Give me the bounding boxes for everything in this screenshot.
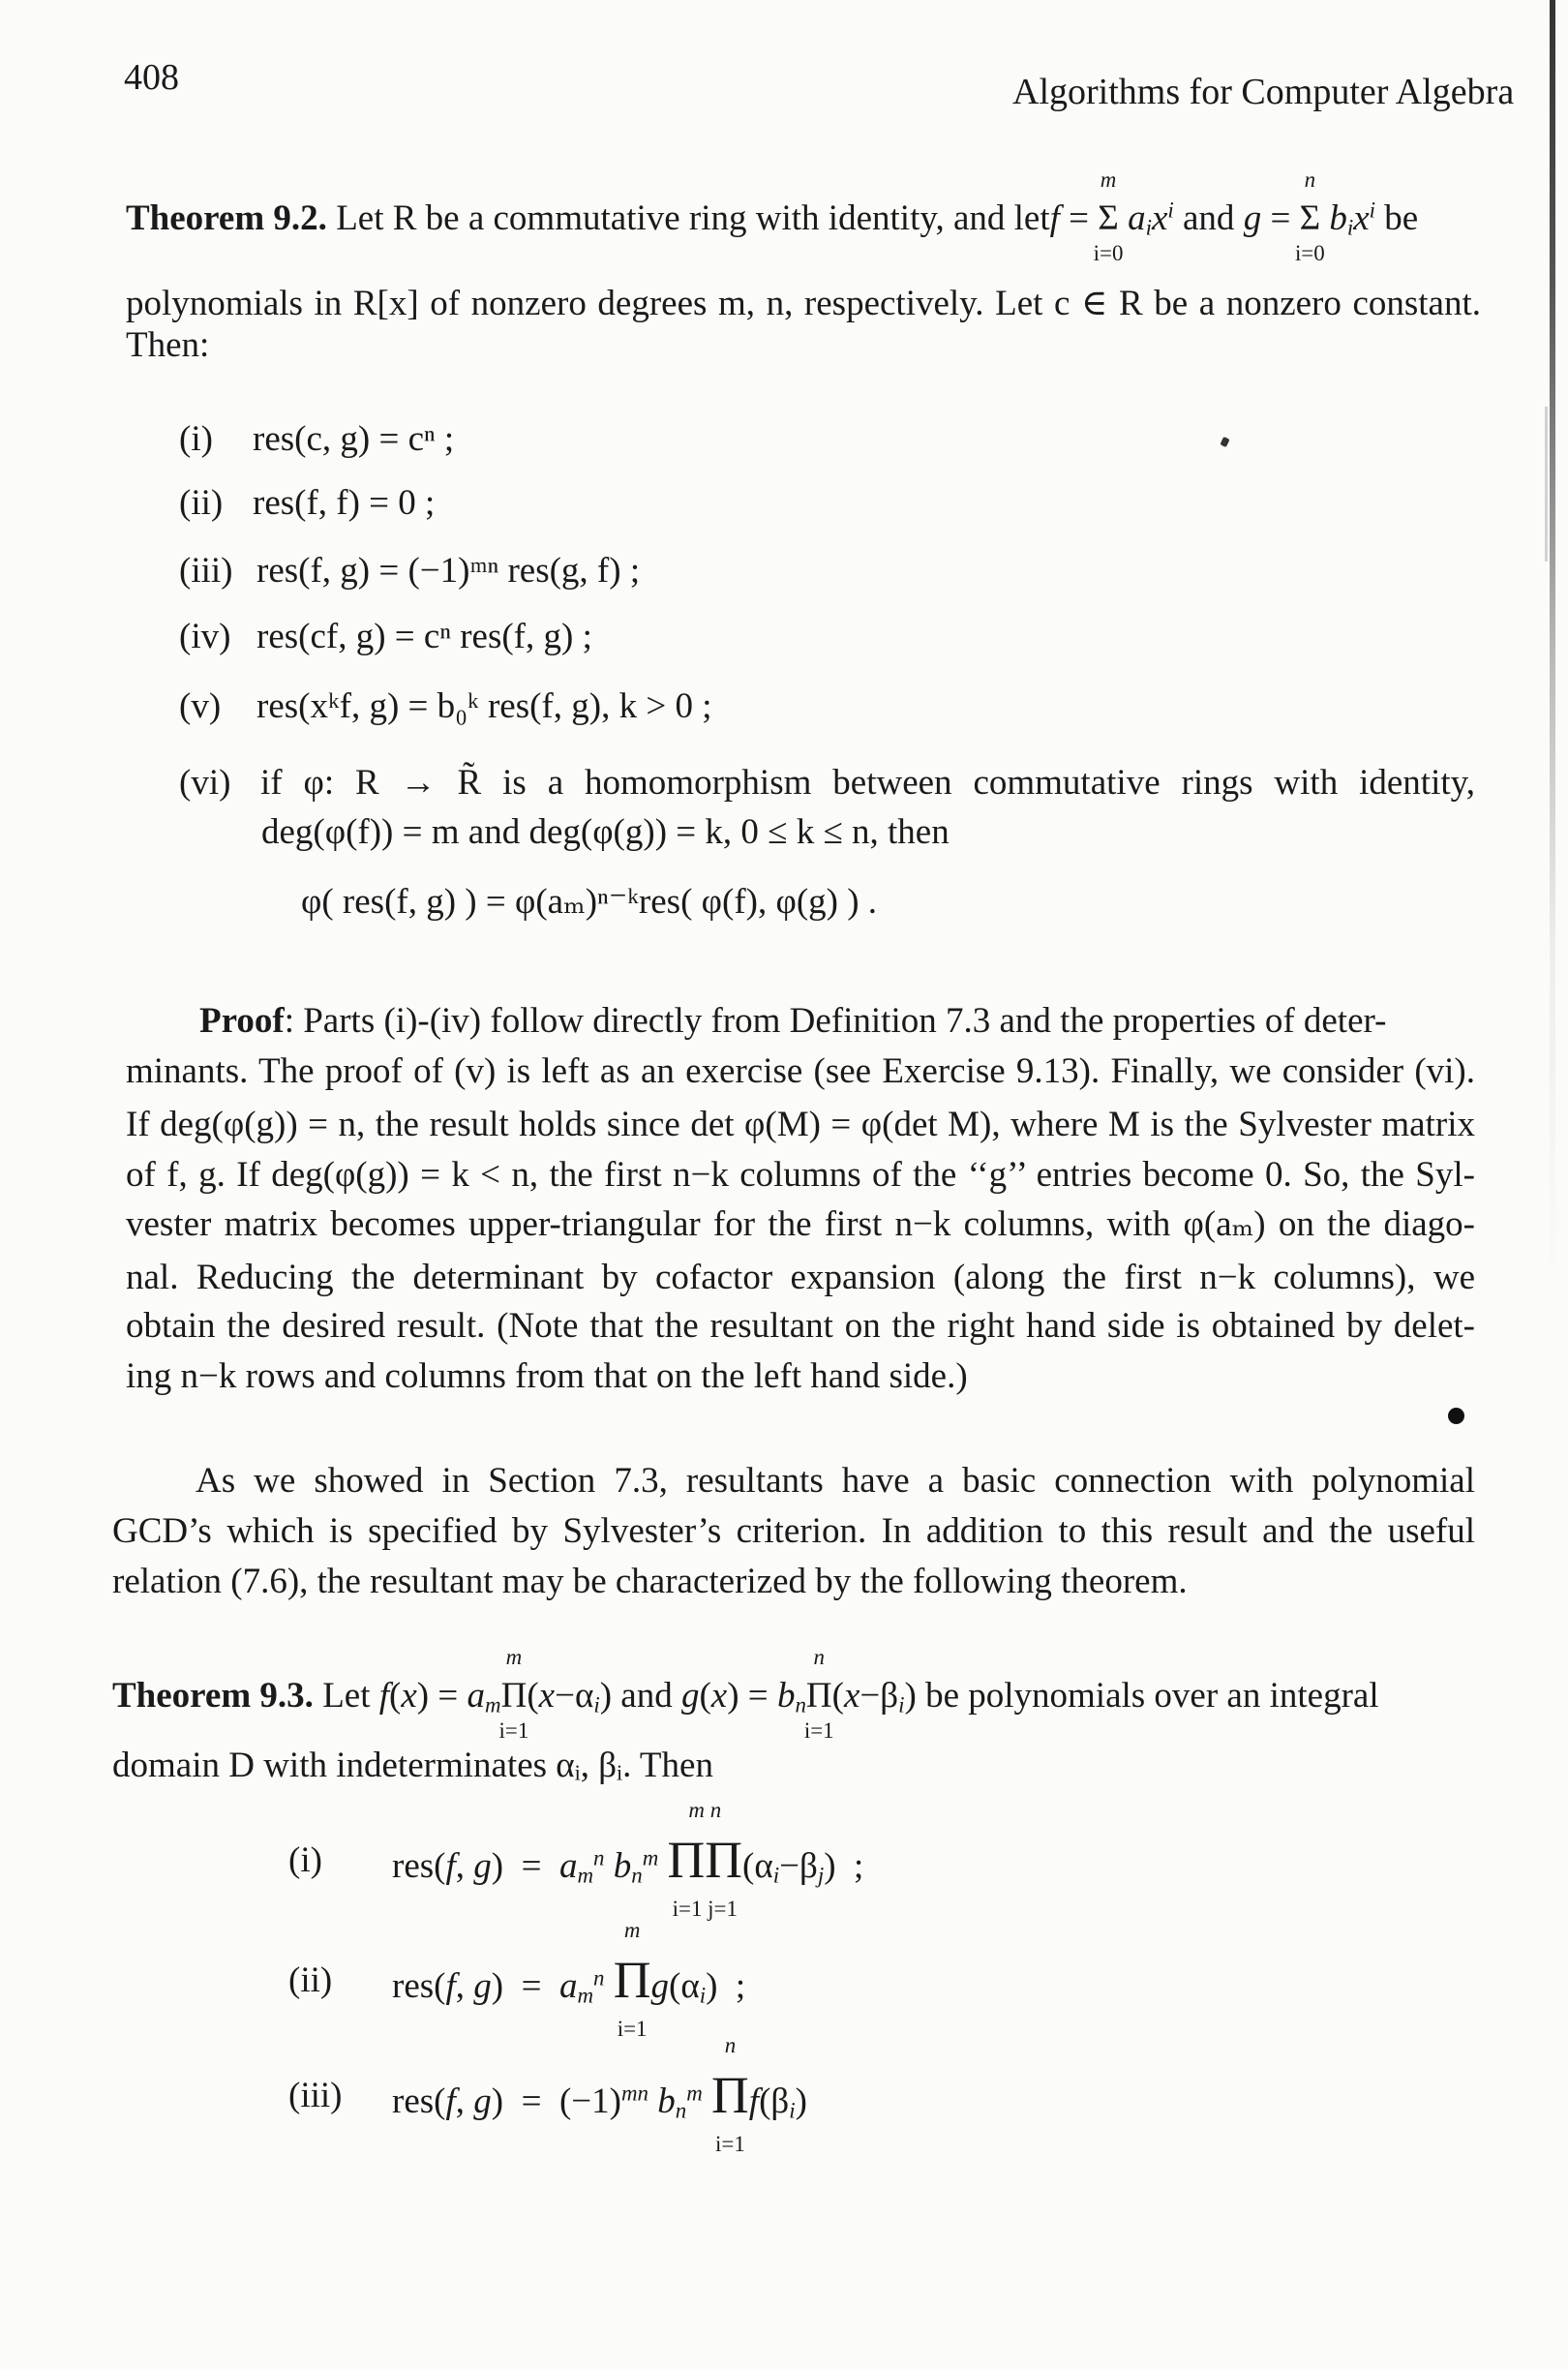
ink-speck	[1220, 437, 1229, 447]
item-label: (iii)	[179, 551, 233, 591]
theorem-9-3-statement: Theorem 9.3. Let $f(x) = a_m$ m Π i=1 $(x-\alpha_i)$ and $g(x) = b_n$ n Π i=1 $(x-\beta_i)$ be polynomials over an integral	[112, 1645, 1379, 1743]
item-label: (vi)	[179, 763, 231, 803]
end-of-proof-mark	[1448, 1408, 1464, 1424]
item-label: (ii)	[288, 1960, 333, 2000]
theorem-label: Theorem 9.2.	[126, 198, 327, 238]
item-label: (v)	[179, 686, 222, 726]
item-label: (i)	[288, 1840, 322, 1880]
product-operator: m Π i=1	[498, 1645, 529, 1743]
proof-line: vester matrix becomes upper-triangular for the first n−k columns, with φ(aₘ) on the diago-	[126, 1204, 1475, 1244]
proof-line: of f, g. If deg(φ(g)) = k < n, the first n−k columns of the ‘‘g’’ entries become 0. So, the Syl-	[126, 1155, 1475, 1195]
proof-line: minants. The proof of (v) is left as an exercise (see Exercise 9.13). Finally, we consider (vi).	[126, 1051, 1475, 1091]
paragraph-line: relation (7.6), the resultant may be characterized by the following theorem.	[112, 1562, 1188, 1601]
item-formula: res(c, g) = cⁿ ;	[253, 419, 455, 459]
theorem-lead: Let R be a commutative ring with identity, and let	[336, 198, 1050, 238]
product-operator: n Π i=1	[803, 1645, 834, 1743]
item-label: (i)	[179, 419, 213, 459]
paragraph-line: GCD’s which is specified by Sylvester’s criterion. In addition to this result and the useful	[112, 1511, 1475, 1551]
proof-line: obtain the desired result. (Note that the resultant on the right hand side is obtained by delet-	[126, 1306, 1475, 1346]
product-operator: n Π i=1	[711, 2033, 749, 2156]
running-title: Algorithms for Computer Algebra	[1012, 72, 1515, 112]
item-text: if φ: R → R̃ is a homomorphism between commutative rings with identity,	[260, 763, 1475, 803]
proof-line-1: Proof: Parts (i)-(iv) follow directly from Definition 7.3 and the properties of deter-	[199, 1001, 1387, 1041]
item-formula: res(xᵏf, g) = b₀ᵏ res(f, g), k > 0 ;	[256, 686, 712, 726]
paragraph-line: As we showed in Section 7.3, resultants have a basic connection with polynomial	[196, 1461, 1475, 1501]
theorem-9-3-line2: domain D with indeterminates αᵢ, βᵢ. Then	[112, 1746, 713, 1785]
proof-line: nal. Reducing the determinant by cofactor expansion (along the first n−k columns), we	[126, 1258, 1475, 1297]
page-edge-mark	[1545, 407, 1548, 562]
item-formula: res(f, f) = 0 ;	[253, 483, 436, 523]
sum-operator: n Σ i=0	[1294, 167, 1325, 265]
sum-operator: m Σ i=0	[1093, 167, 1124, 265]
item-label: (iii)	[288, 2076, 343, 2115]
item-formula: res(f, $g) = a_m^n$ m Π i=1 $g(\alpha_i)$ ;	[392, 1918, 746, 2041]
proof-line: If deg(φ(g)) = n, the result holds since det φ(M) = φ(det M), where M is the Sylvester matrix	[126, 1105, 1475, 1144]
item-text: deg(φ(f)) = m and deg(φ(g)) = k, 0 ≤ k ≤ n, then	[261, 812, 950, 852]
item-label: (ii)	[179, 483, 224, 523]
item-formula: res(f, $g) = a_m^n$ $b_n^m$ m n ΠΠ i=1 j=1 $(\alpha_i-\beta_j)$ ;	[392, 1798, 864, 1921]
item-formula: res(f, $g) = (-1)^{mn}$ $b_n^m$ n Π i=1 $f(\beta_i)$	[392, 2033, 807, 2156]
theorem-9-2-line2: polynomials in R[x] of nonzero degrees m, n, respectively. Let c ∈ R be a nonzero constant.	[126, 284, 1481, 323]
proof-line: ing n−k rows and columns from that on the left hand side.)	[126, 1356, 968, 1396]
theorem-9-2-statement: Theorem 9.2. Let R be a commutative ring with identity, and letf = m Σ i=0 $a_ix^i$ and g = n Σ i=0 $b_ix^i$ be	[126, 167, 1419, 265]
item-formula: res(f, g) = (−1)ᵐⁿ res(g, f) ;	[256, 551, 641, 591]
theorem-label: Theorem 9.3.	[112, 1676, 314, 1716]
display-formula: φ( res(f, g) ) = φ(aₘ)ⁿ⁻ᵏres( φ(f), φ(g) ) .	[301, 882, 878, 922]
page-number: 408	[124, 57, 179, 98]
item-label: (iv)	[179, 617, 231, 656]
theorem-9-2-line3: Then:	[126, 325, 210, 365]
item-formula: res(cf, g) = cⁿ res(f, g) ;	[256, 617, 592, 656]
double-product-operator: m n ΠΠ i=1 j=1	[667, 1798, 743, 1921]
product-operator: m Π i=1	[613, 1918, 651, 2041]
page-edge-shadow	[1550, 0, 1555, 2370]
proof-label: Proof	[199, 1001, 285, 1041]
